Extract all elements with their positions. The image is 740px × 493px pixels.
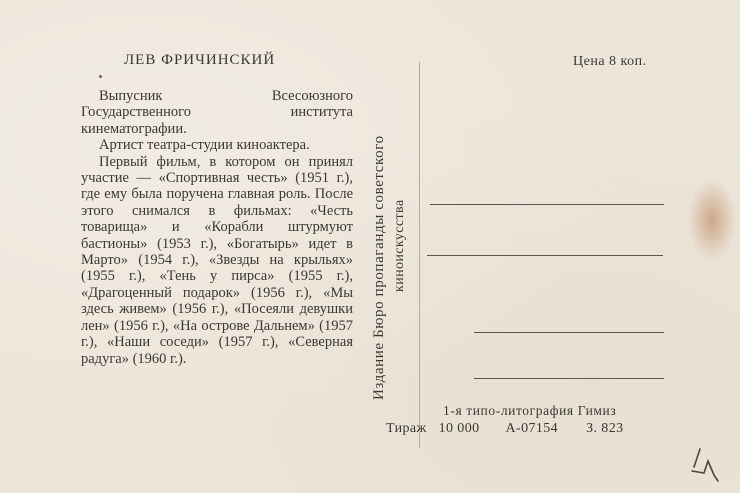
bio-paragraph-education: Выпусник Всесоюзного Государственного института кинематографии. [81, 88, 353, 137]
address-line-1 [430, 204, 664, 205]
publisher-line-2: киноискусства [392, 199, 407, 292]
address-line-4 [474, 378, 664, 379]
print-run-order: З. 823 [586, 421, 624, 436]
center-divider [419, 62, 420, 448]
bio-paragraph-films: Первый фильм, в котором он принял участие — «Спортивная честь» (1951 г.), где ему была поручена главная роль. После этого снимался в фильмах: «Честь товарища» и «Корабли штурмуют бастионы» (1953 г.), «Богатырь» идет в Марто» (1954 г.), «Звезды на крыльях» (1955 г.), «Тень у пирса» (1955 г.), «Драгоценный подарок» (1956 г.), «Мы здесь живем» (1956 г.), «Посеяли девушки лен» (1956 г.), «На острове Дальнем» (1957 г.), «Наши соседи» (1957 г.), «Северная радуга» (1960 г.). [81, 153, 353, 367]
publisher-line-1: Издание Бюро пропаганды советского [371, 135, 387, 400]
print-run-label: Тираж [386, 421, 427, 436]
address-line-2 [427, 255, 663, 256]
actor-name-title: ЛЕВ ФРИЧИНСКИЙ [124, 52, 276, 68]
bio-paragraph-theatre: Артист театра-студии киноактера. [99, 137, 310, 154]
ink-speck [99, 75, 102, 78]
address-line-3 [474, 332, 664, 333]
print-run-code: А-07154 [505, 421, 559, 436]
biography-text [81, 88, 353, 367]
price-label: Цена 8 коп. [573, 54, 647, 69]
pencil-mark-icon [688, 445, 728, 485]
age-stain [688, 180, 736, 260]
printer-imprint: 1-я типо-литография Гимиз [443, 403, 617, 418]
print-run-count: 10 000 [438, 421, 480, 436]
print-run-line [386, 421, 624, 437]
